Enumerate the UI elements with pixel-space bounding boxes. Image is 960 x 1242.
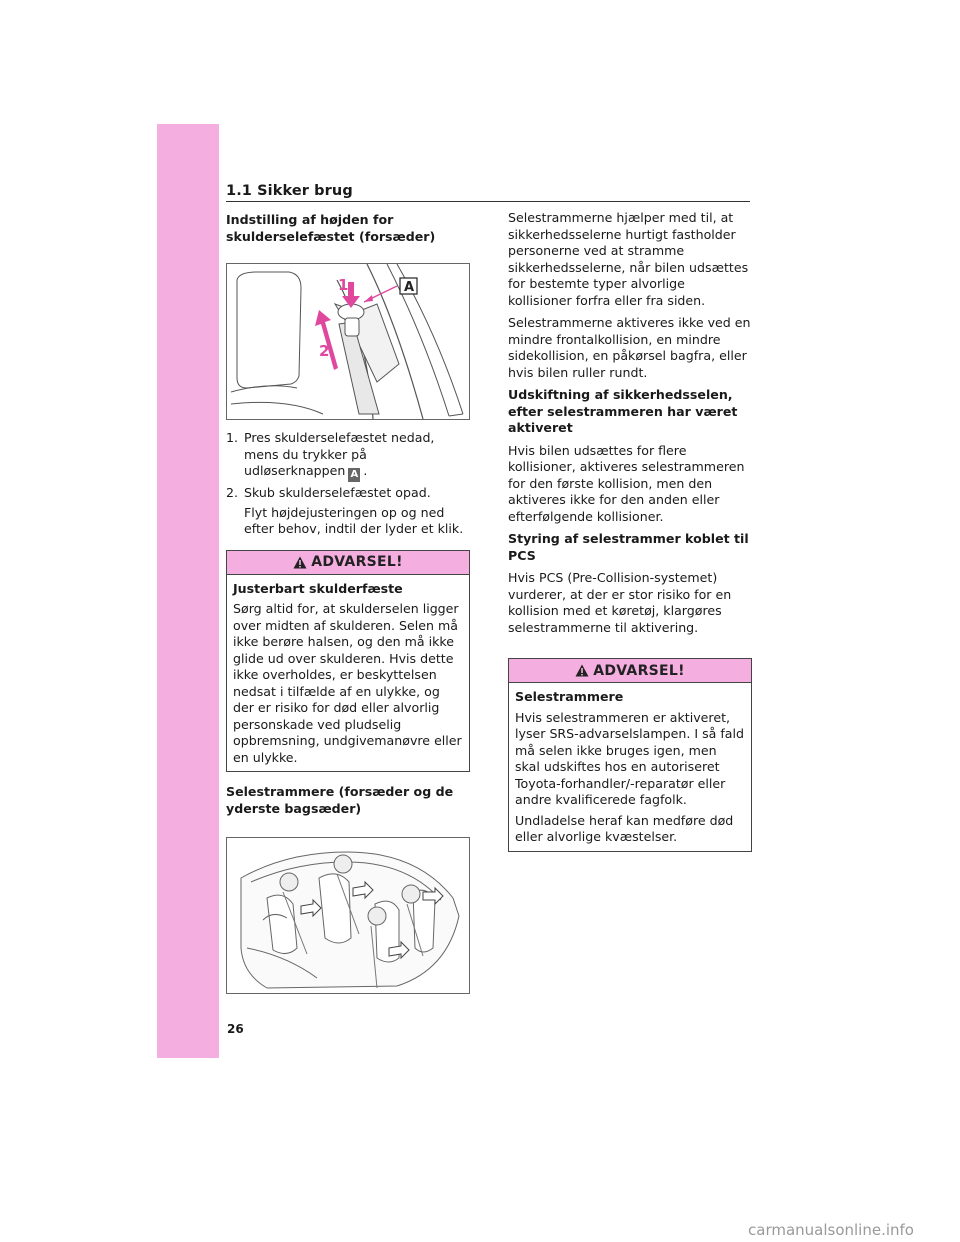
step-1: 1. Pres skulderselefæstet nedad, mens du trykker på udløserknappen A . — [226, 430, 435, 480]
para-pcs: Hvis PCS (Pre-Collision-systemet) vurderer, at der er stor risiko for en kollision med et køretøj, klargøres selestrammerne til aktivering. — [508, 570, 732, 635]
warning-header: ADVARSEL! — [227, 551, 469, 575]
warning-box-pretensioner — [508, 658, 752, 852]
warning-triangle-icon — [575, 664, 589, 677]
heading-pcs: Styring af selestrammer koblet til PCS — [508, 531, 749, 563]
para-not-activated: Selestrammerne aktiveres ikke ved en mindre frontalkollision, en mindre sidekollision, en påkørsel bagfra, eller hvis bilen ruller rundt. — [508, 315, 751, 380]
warning-text-2: Undladelse heraf kan medføre død eller alvorlige kvæstelser. — [515, 812, 734, 844]
warning-header: ADVARSEL! — [509, 659, 751, 683]
step-note: Flyt højdejusteringen op og ned efter behov, indtil der lyder et klik. — [244, 504, 464, 536]
fig-label-2: 2 — [319, 342, 330, 360]
fig-label-A: A — [404, 280, 415, 295]
step-2: 2. Skub skulderselefæstet opad. — [226, 485, 431, 500]
warning-box-shoulder — [226, 550, 470, 773]
warning-text-1: Hvis selestrammeren er aktiveret, lyser SRS-advarselslampen. I så fald må selen ikke bruges igen, men skal udskiftes hos en autoriseret Toyota-forhandler/-reparatør eller andre kvalificerede fagfolk. — [515, 709, 745, 807]
section-title: 1.1 Sikker brug — [226, 183, 353, 199]
warning-text: Sørg altid for, at skulderselen ligger over midten af skulderen. Selen må ikke berøre halsen, og den må ikke glide ud over skulderen. Hvis dette ikke overholdes, er beskyttelsen nedsat i tilfælde af en ulykke, og der er risiko for død eller alvorlig personskade ved pludselig opbremsning, undgivemanøvre eller en ulykke. — [233, 601, 462, 765]
para-multiple-collisions: Hvis bilen udsættes for flere kollisioner, aktiveres selestrammeren for den første kollision, men den aktiveres ikke for den anden eller efterfølgende kollisioner. — [508, 442, 745, 524]
warning-subheading: Justerbart skulderfæste — [233, 580, 403, 596]
heading-replacement: Udskiftning af sikkerhedsselen, efter selestrammeren har været aktiveret — [508, 387, 738, 435]
pretensioner-cabin-illustration — [227, 838, 469, 993]
warning-triangle-icon — [293, 556, 307, 569]
watermark: carmanualsonline.info — [748, 1221, 914, 1239]
fig-label-1: 1 — [338, 276, 349, 294]
right-column — [508, 210, 752, 852]
section-header — [226, 180, 750, 202]
left-column — [226, 210, 470, 994]
heading-pretensioners: Selestrammere (forsæder og de yderste bagsæder) — [226, 784, 454, 816]
page-number: 26 — [227, 1022, 244, 1036]
heading-shoulder-anchor: Indstilling af højden for skulderselefæstet (forsæder) — [226, 212, 436, 244]
warning-subheading: Selestrammere — [515, 689, 624, 704]
shoulder-anchor-illustration — [227, 264, 469, 419]
figure-shoulder-anchor — [226, 263, 470, 420]
chapter-tab — [157, 124, 219, 1058]
figure-pretensioners — [226, 837, 470, 994]
button-a-badge: A — [348, 468, 360, 482]
steps-list — [226, 430, 470, 538]
para-pretensioner-intro: Selestrammerne hjælper med til, at sikkerhedsselerne hurtigt fastholder personerne ved at stramme sikkerhedsselerne, når bilen udsættes for bestemte typer alvorlige kollisioner forfra eller fra siden. — [508, 210, 749, 308]
